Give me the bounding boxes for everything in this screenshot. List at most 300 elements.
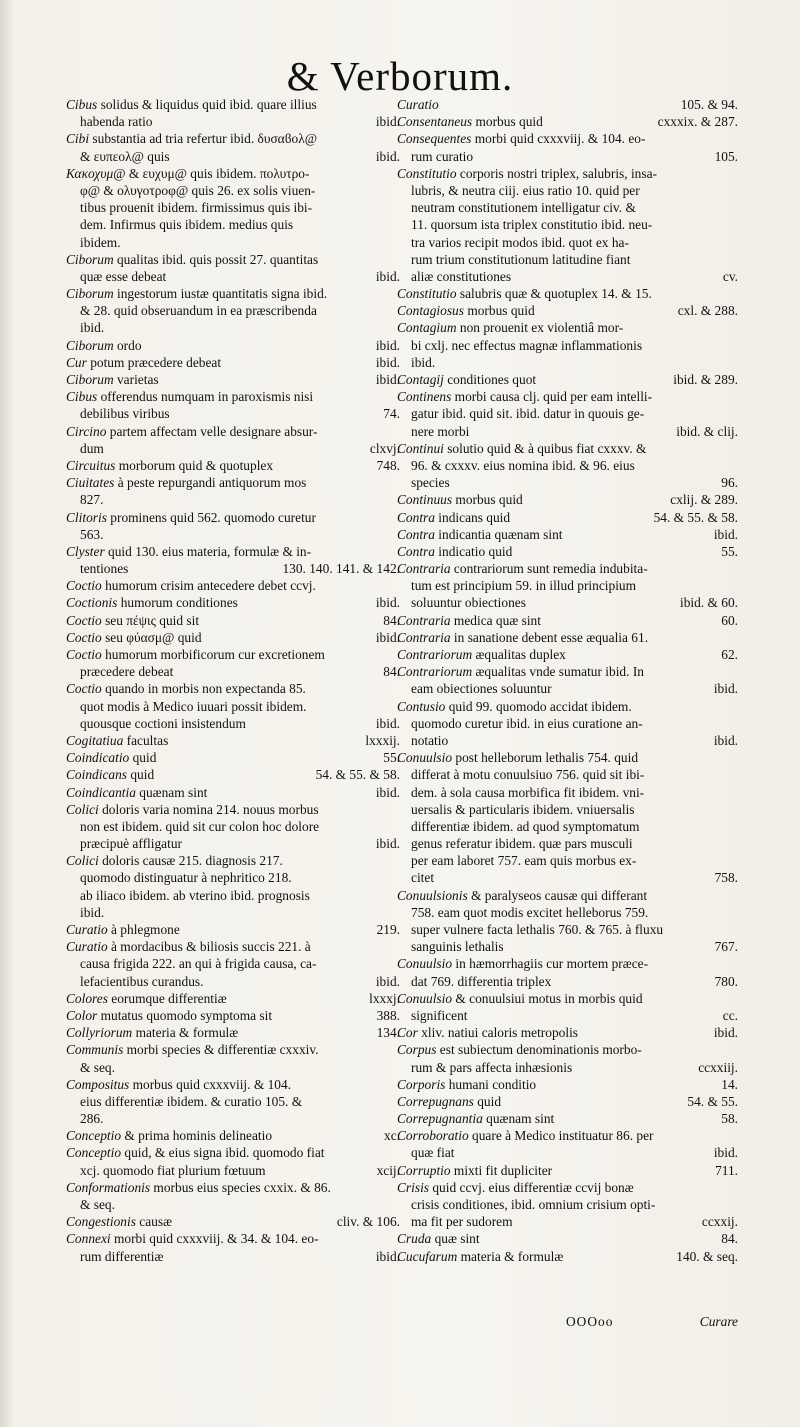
headword: Circino	[66, 423, 107, 439]
page-reference: 54. & 55. & 58.	[653, 509, 738, 525]
entry-text: Coindicans quid	[66, 767, 155, 783]
entry-first-line	[66, 1127, 400, 1144]
entry-continuation-line: tra varios recipit modos ibid. quot ex ha-	[411, 234, 629, 250]
entry-first-line: Κακοχυμ@ & ευχυμ@ quis ibidem. πολυτρο-	[66, 165, 310, 181]
entry-text: ma fit per sudorem	[411, 1214, 513, 1230]
index-entry	[66, 388, 400, 422]
headword: Circuitus	[66, 457, 116, 473]
headword: Consequentes	[397, 131, 472, 147]
index-entry	[397, 96, 738, 113]
page-reference: ibid. & clij.	[676, 423, 738, 439]
entry-text: sanguinis lethalis	[411, 939, 504, 955]
page-reference: ibid.	[375, 836, 400, 852]
index-entry	[66, 543, 400, 577]
headword: Coctio	[66, 629, 102, 645]
entry-continuation-line	[397, 1007, 738, 1024]
headword: Ciborum	[66, 372, 114, 387]
entry-first-line	[397, 1076, 738, 1093]
index-entry	[66, 921, 400, 938]
index-entry	[397, 990, 738, 1024]
page-reference: ibid.	[713, 681, 738, 697]
entry-first-line	[397, 1162, 738, 1179]
entry-continuation-line: & seq.	[80, 1059, 115, 1075]
entry-first-line: Connexi morbi quid cxxxviij. & 34. & 104. eo-	[66, 1231, 319, 1247]
page-reference: ibid.	[375, 114, 400, 130]
headword: Coctio	[66, 612, 102, 628]
entry-text: quæ esse debeat	[80, 268, 167, 284]
headword: Correpugnantia	[397, 1111, 483, 1127]
headword: Clyster	[66, 543, 105, 559]
headword: Corruptio	[397, 1162, 451, 1178]
entry-first-line	[66, 594, 400, 611]
index-entry	[397, 285, 738, 302]
headword: Coindicantia	[66, 784, 136, 800]
index-entry	[397, 612, 738, 629]
headword: Corroboratio	[397, 1128, 469, 1144]
page-reference: 14.	[721, 1076, 738, 1092]
entry-text: rum differentiæ	[80, 1248, 164, 1264]
headword: Colici	[66, 801, 99, 817]
entry-text: Coindicatio quid	[66, 750, 157, 766]
headword: Contusio	[397, 698, 446, 714]
entry-text: Cur potum præcedere debeat	[66, 354, 222, 370]
headword: Contra	[397, 526, 435, 542]
entry-first-line	[397, 526, 738, 543]
entry-continuation-line: causa frigida 222. an qui à frigida causa, ca-	[80, 956, 317, 972]
headword: Contra	[397, 543, 435, 559]
page-reference: 58.	[721, 1111, 738, 1127]
index-entry	[397, 113, 738, 130]
page-reference: 74.	[383, 406, 400, 422]
page-reference: lxxxij.	[365, 732, 400, 748]
entry-continuation-line: 96. & cxxxv. eius nomina ibid. & 96. eius	[411, 457, 635, 473]
entry-text: Color mutatus quomodo symptoma sit	[66, 1007, 273, 1023]
entry-continuation-line: tum est principium 59. in illud principium	[411, 578, 637, 594]
index-entry	[66, 130, 400, 164]
index-entry	[397, 1024, 738, 1041]
page-reference: 388.	[376, 1007, 400, 1023]
entry-text: Correpugnantia quænam sint	[397, 1111, 555, 1127]
headword: Conuulsio	[397, 956, 453, 972]
page-reference: ibid.	[713, 1025, 738, 1041]
index-entry	[397, 388, 738, 440]
entry-first-line	[66, 354, 400, 371]
entry-text: Colores eorumque differentiæ	[66, 990, 227, 1006]
entry-text: & ευπεολ@ quis	[80, 148, 170, 164]
index-entry	[66, 612, 400, 629]
entry-continuation-line: dem. Infirmus quis ibidem. medius quis	[80, 217, 294, 233]
index-entry	[66, 852, 400, 921]
headword: Conceptio	[66, 1128, 122, 1144]
entry-text: Consentaneus morbus quid	[397, 114, 543, 130]
headword: Conformationis	[66, 1179, 151, 1195]
entry-first-line	[397, 509, 738, 526]
index-entry	[397, 1230, 738, 1247]
index-entry	[66, 784, 400, 801]
entry-text: quæ fiat	[411, 1145, 455, 1161]
index-entry	[66, 1076, 400, 1128]
index-entry	[66, 251, 400, 285]
headword: Correpugnans	[397, 1093, 474, 1109]
index-entry	[397, 526, 738, 543]
entry-text: debilibus viribus	[80, 406, 170, 422]
index-entry	[66, 1230, 400, 1264]
entry-continuation-line	[397, 148, 738, 165]
headword: Conceptio	[66, 1145, 122, 1161]
catchword: Curare	[699, 1314, 738, 1329]
entry-first-line	[66, 1007, 400, 1024]
entry-text: Contagiosus morbus quid	[397, 303, 535, 319]
headword: Collyriorum	[66, 1025, 133, 1041]
index-entry	[397, 663, 738, 697]
entry-first-line: Conuulsio & conuulsiui motus in morbis quid	[397, 990, 643, 1006]
entry-continuation-line: ibidem.	[80, 234, 121, 250]
page-reference: 96.	[721, 475, 738, 491]
entry-continuation-line: 11. quorsum ista triplex constitutio ibid. neu-	[411, 217, 653, 233]
entry-continuation-line: differentiæ ibidem. ad quod symptomatum	[411, 818, 640, 834]
headword: Continui	[397, 440, 444, 456]
index-entry	[397, 319, 738, 371]
page-reference: 84.	[383, 612, 400, 628]
headword: Coctionis	[66, 595, 118, 611]
headword: Coctio	[66, 647, 102, 662]
headword: Coindicatio	[66, 750, 130, 766]
index-entry	[66, 594, 400, 611]
entry-first-line: Ciborum qualitas ibid. quis possit 27. quantitas	[66, 251, 319, 267]
headword: Contagiosus	[397, 303, 464, 319]
entry-text: nere morbi	[411, 423, 470, 439]
page-reference: ibid.	[375, 973, 400, 989]
entry-text: xcj. quomodo fiat plurium fœtuum	[80, 1162, 266, 1178]
entry-text: rum & pars affecta inhæsionis	[411, 1059, 573, 1075]
page-reference: cxl. & 288.	[677, 303, 738, 319]
entry-continuation-line: 286.	[80, 1111, 104, 1127]
entry-continuation-line: & 28. quid obseruandum in ea præscribenda	[80, 303, 317, 319]
headword: Cibi	[66, 131, 90, 147]
entry-first-line	[397, 491, 738, 508]
entry-first-line: Compositus morbus quid cxxxviij. & 104.	[66, 1076, 292, 1092]
index-entry	[66, 680, 400, 732]
entry-text: Conceptio & prima hominis delineatio	[66, 1128, 273, 1144]
headword: Cibus	[66, 97, 98, 112]
entry-text: Congestionis causæ	[66, 1214, 173, 1230]
page-reference: ibid.	[375, 595, 400, 611]
entry-text: Curatio à phlegmone	[66, 922, 180, 937]
entry-first-line	[397, 1230, 738, 1247]
index-entry	[397, 955, 738, 989]
index-entry	[397, 543, 738, 560]
entry-first-line	[66, 766, 400, 783]
entry-first-line: Constitutio corporis nostri triplex, salubris, insa-	[397, 165, 657, 181]
entry-continuation-line	[397, 1144, 738, 1161]
page-reference: ibid. & 289.	[673, 372, 738, 387]
entry-text: Coindicantia quænam sint	[66, 784, 208, 800]
headword: Curatio	[66, 922, 108, 937]
entry-first-line: Coctio humorum morbificorum cur excretionem	[66, 647, 325, 662]
entry-text: Correpugnans quid	[397, 1093, 502, 1109]
index-entry	[397, 887, 738, 956]
headword: Contraria	[397, 612, 451, 628]
entry-first-line	[66, 457, 400, 474]
headword: Communis	[66, 1042, 124, 1058]
page-reference: 105. & 94.	[680, 97, 738, 112]
page-reference: 140. & seq.	[676, 1248, 738, 1264]
index-entry	[66, 1144, 400, 1178]
entry-text: quousque coctioni insistendum	[80, 715, 246, 731]
entry-first-line	[66, 732, 400, 749]
index-entry	[397, 1248, 738, 1265]
page-reference: 60.	[721, 612, 738, 628]
headword: Curatio	[397, 97, 439, 112]
entry-first-line: Curatio à mordacibus & biliosis succis 221. à	[66, 939, 311, 955]
entry-text: Ciborum varietas	[66, 372, 159, 387]
entry-continuation-line: ibid.	[80, 320, 105, 336]
headword: Cur	[66, 354, 87, 370]
entry-text: species	[411, 475, 450, 491]
entry-text	[397, 96, 439, 113]
entry-text: Coctionis humorum conditiones	[66, 595, 238, 611]
page-reference: clxvj.	[369, 440, 400, 456]
page-footer	[396, 1314, 738, 1332]
index-entry	[66, 1127, 400, 1144]
entry-continuation-line	[397, 1059, 738, 1076]
index-entry	[66, 474, 400, 508]
entry-text: Contra indicans quid	[397, 509, 511, 525]
entry-continuation-line: neutram constitutionem intelligatur civ. &	[411, 200, 636, 216]
entry-first-line	[397, 113, 738, 130]
index-entry	[397, 1076, 738, 1093]
headword: Ciborum	[66, 337, 114, 353]
headword: Conuulsionis	[397, 887, 468, 903]
entry-text: Ciborum ordo	[66, 337, 142, 353]
entry-first-line: Circino partem affectam velle designare absur-	[66, 423, 318, 439]
headword: Contraria	[397, 629, 451, 645]
index-entry	[397, 130, 738, 164]
entry-text: præcedere debeat	[80, 664, 174, 680]
entry-continuation-line	[397, 474, 738, 491]
page-reference: ibid.	[375, 629, 400, 645]
entry-continuation-line	[66, 148, 400, 165]
entry-continuation-line: ibid.	[411, 354, 436, 370]
entry-text: præcipuè affligatur	[80, 836, 183, 852]
page-reference: cv.	[722, 268, 738, 284]
entry-first-line: Contusio quid 99. quomodo accidat ibidem.	[397, 698, 632, 714]
entry-continuation-line	[66, 560, 400, 577]
entry-text: citet	[411, 870, 435, 886]
entry-first-line: Contraria in sanatione debent esse æqualia 61.	[397, 629, 649, 645]
entry-text: Cucufarum materia & formulæ	[397, 1248, 564, 1264]
page-reference: 219.	[376, 922, 400, 937]
entry-first-line: Ciborum ingestorum iustæ quantitatis signa ibid.	[66, 286, 328, 302]
index-entry	[66, 990, 400, 1007]
headword: Color	[66, 1007, 98, 1023]
entry-text: Contagij conditiones quot	[397, 372, 537, 387]
entry-continuation-line: uersalis & particularis ibidem. vniuersalis	[411, 801, 635, 817]
page-reference: 55.	[721, 543, 738, 559]
entry-first-line: Clyster quid 130. eius materia, formulæ & in-	[66, 543, 312, 559]
entry-continuation-line: gatur ibid. quid sit. ibid. datur in quouis ge-	[411, 406, 645, 422]
headword: Cruda	[397, 1231, 432, 1247]
entry-text: aliæ constitutiones	[411, 268, 512, 284]
index-entry	[66, 96, 400, 130]
entry-first-line: Coctio quando in morbis non expectanda 85.	[66, 681, 306, 697]
entry-continuation-line: dem. à sola causa morbifica fit ibidem. vni-	[411, 784, 645, 800]
headword: Continuus	[397, 492, 453, 508]
headword: Connexi	[66, 1231, 111, 1247]
entry-text: Circuitus morborum quid & quotuplex	[66, 457, 274, 473]
index-entry	[66, 165, 400, 251]
entry-text: lefacientibus curandus.	[80, 973, 204, 989]
entry-text: notatio	[411, 732, 449, 748]
entry-first-line: Consequentes morbi quid cxxxviij. & 104. eo-	[397, 131, 646, 147]
page-reference: cxlij. & 289.	[670, 492, 738, 508]
entry-continuation-line: ibid.	[80, 904, 105, 920]
entry-first-line: Contrariorum æqualitas vnde sumatur ibid. In	[397, 664, 644, 680]
entry-text: Coctio seu φύασμ@ quid	[66, 629, 202, 645]
entry-continuation-line: super vulnere facta lethalis 760. & 765. à fluxu	[411, 922, 664, 937]
entry-continuation-line	[397, 732, 738, 749]
entry-first-line: Cibus offerendus numquam in paroxismis nisi	[66, 389, 314, 405]
page-reference: 54. & 55.	[687, 1093, 738, 1109]
index-entry	[397, 1041, 738, 1075]
entry-continuation-line	[397, 268, 738, 285]
headword: Conuulsio	[397, 990, 453, 1006]
page-reference: 54. & 55. & 58.	[315, 767, 400, 783]
entry-first-line	[397, 543, 738, 560]
entry-text: Coctio seu πέψις quid sit	[66, 612, 200, 628]
page-reference: ibid.	[375, 715, 400, 731]
entry-continuation-line	[66, 973, 400, 990]
entry-first-line: Conuulsionis & paralyseos causæ qui differant	[397, 887, 648, 903]
entry-continuation-line	[66, 715, 400, 732]
entry-continuation-line: ab iliaco ibidem. ab vterino ibid. prognosis	[80, 887, 310, 903]
index-entry	[397, 491, 738, 508]
headword: Coctio	[66, 578, 102, 594]
entry-first-line	[397, 96, 738, 113]
entry-text: soluuntur obiectiones	[411, 595, 526, 611]
entry-continuation-line	[397, 680, 738, 697]
index-entry	[397, 629, 738, 646]
entry-continuation-line	[397, 973, 738, 990]
entry-continuation-line: lubris, & neutra ciij. eius ratio 10. quid per	[411, 182, 640, 198]
headword: Clitoris	[66, 509, 107, 525]
page-reference: lxxxj.	[369, 990, 400, 1006]
entry-first-line	[66, 1213, 400, 1230]
entry-continuation-line: tibus prouenit ibidem. firmissimus quis ibi-	[80, 200, 313, 216]
entry-continuation-line: genus referatur ibidem. quæ pars musculi	[411, 836, 633, 852]
entry-first-line	[397, 646, 738, 663]
page-reference: cliv. & 106.	[336, 1214, 400, 1230]
headword: Ciborum	[66, 251, 114, 267]
entry-first-line	[397, 1110, 738, 1127]
headword: Colici	[66, 853, 99, 869]
entry-continuation-line: rum trium constitutionum latitudine fiant	[411, 251, 631, 267]
entry-continuation-line: 563.	[80, 526, 104, 542]
entry-continuation-line	[66, 405, 400, 422]
headword: Compositus	[66, 1076, 130, 1092]
entry-continuation-line: 758. eam quot modis excitet helleborus 759.	[411, 904, 649, 920]
entry-first-line	[66, 337, 400, 354]
page-reference: ibid. & 60.	[679, 595, 738, 611]
page-reference: 780.	[714, 973, 738, 989]
index-entry	[397, 1162, 738, 1179]
page-reference: 758.	[714, 870, 738, 886]
index-entry	[397, 646, 738, 663]
page-reference: 62.	[721, 647, 738, 662]
entry-first-line	[66, 371, 400, 388]
headword: Consentaneus	[397, 114, 473, 130]
page-reference: xc.	[384, 1128, 400, 1144]
entry-first-line	[397, 1093, 738, 1110]
entry-continuation-line: quomodo distinguatur à nephritico 218.	[80, 870, 292, 886]
entry-continuation-line: crisis conditiones, ibid. omnium crisium opti-	[411, 1197, 656, 1212]
index-entry	[66, 629, 400, 646]
index-entry	[397, 1093, 738, 1110]
entry-continuation-line: eius differentiæ ibidem. & curatio 105. &	[80, 1093, 303, 1109]
entry-first-line	[397, 302, 738, 319]
index-entry	[397, 509, 738, 526]
entry-first-line: Conformationis morbus eius species cxxix. & 86.	[66, 1179, 331, 1195]
entry-text: Contra indicatio quid	[397, 543, 513, 559]
index-entry	[66, 646, 400, 680]
index-column-left	[66, 96, 400, 1265]
entry-first-line: Colici doloris causæ 215. diagnosis 217.	[66, 853, 283, 869]
entry-first-line	[66, 1024, 400, 1041]
entry-first-line: Colici doloris varia nomina 214. nouus morbus	[66, 801, 319, 817]
entry-first-line: Constitutio salubris quæ & quotuplex 14. & 15.	[397, 286, 652, 302]
index-entry	[66, 801, 400, 853]
index-entry	[66, 1213, 400, 1230]
entry-continuation-line: differat à motu conuulsiuo 756. quid sit ibi-	[411, 767, 645, 783]
headword: Κακοχυμ@	[66, 165, 126, 181]
index-entry	[66, 938, 400, 990]
entry-continuation-line	[66, 835, 400, 852]
page-reference: ibid.	[375, 268, 400, 284]
entry-continuation-line: & seq.	[80, 1197, 115, 1212]
entry-first-line	[66, 990, 400, 1007]
headword: Contagij	[397, 372, 444, 387]
entry-continuation-line	[66, 663, 400, 680]
entry-first-line: Cibus solidus & liquidus quid ibid. quare illius	[66, 97, 317, 112]
page-reference: cxxxix. & 287.	[657, 114, 738, 130]
entry-text: Cor xliv. natiui caloris metropolis	[397, 1025, 579, 1041]
headword: Corpus	[397, 1042, 437, 1058]
entry-first-line	[397, 1248, 738, 1265]
page-reference: 55.	[383, 750, 400, 766]
index-entry	[66, 457, 400, 474]
index-entry	[66, 1179, 400, 1213]
page-reference: cc.	[722, 1007, 738, 1023]
entry-text: Contrariorum æqualitas duplex	[397, 647, 566, 662]
entry-continuation-line	[397, 869, 738, 886]
index-entry	[66, 354, 400, 371]
entry-text: Contraria medica quæ sint	[397, 612, 541, 628]
entry-continuation-line	[397, 1213, 738, 1230]
headword: Cibus	[66, 389, 98, 405]
index-entry	[397, 165, 738, 285]
entry-first-line: Continens morbi causa clj. quid per eam intelli-	[397, 389, 653, 405]
entry-continuation-line: non est ibidem. quid sit cur colon hoc dolore	[80, 818, 320, 834]
page-reference: 767.	[714, 939, 738, 955]
entry-first-line: Corpus est subiectum denominationis morbo-	[397, 1042, 642, 1058]
entry-text: Continuus morbus quid	[397, 492, 523, 508]
entry-first-line: Continui solutio quid & à quibus fiat cxxxv. &	[397, 440, 647, 456]
headword: Ciborum	[66, 286, 114, 302]
headword: Curatio	[66, 939, 108, 955]
headword: Crisis	[397, 1179, 430, 1195]
headword: Contagium	[397, 320, 457, 336]
entry-first-line: Conuulsio post helleborum lethalis 754. quid	[397, 750, 639, 766]
